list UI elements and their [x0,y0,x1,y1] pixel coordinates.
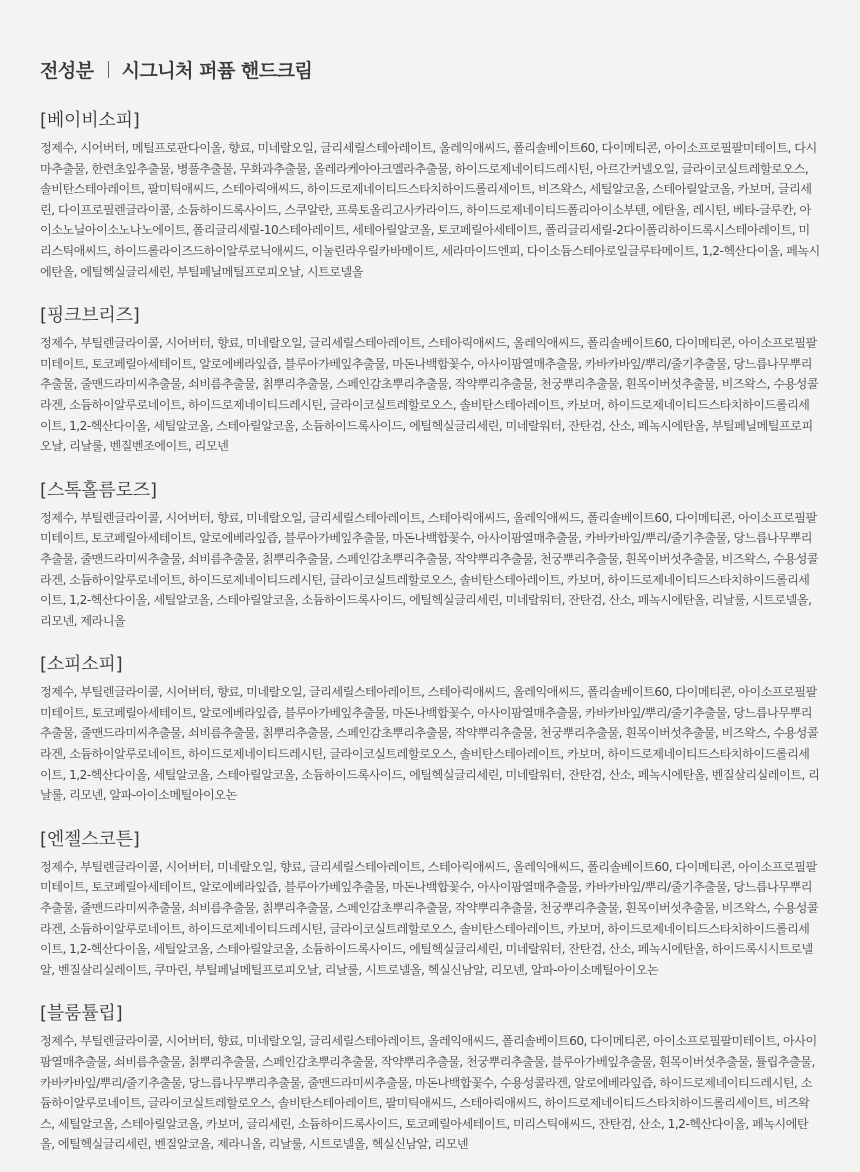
ingredient-list: 정제수, 부틸렌글라이콜, 시어버터, 향료, 미네랄오일, 글리세릴스테아레이트, 올레익애씨드, 폴리솔베이트60, 다이메티콘, 아이소프로필팔미테이트, 아사이팜열매추출물, 쇠비름추출물, 칡뿌리추출물, 스페인감초뿌리추출물, 작약뿌리추출물, 천궁뿌리추출물, 블루아가베잎추출물, 흰목이버섯추출물, 튤립추출물, 카바카바잎/뿌리/줄기추출물, 당느릅나무뿌리추출물, 줄맨드라미씨추출물, 마돈나백합꽃수, 수용성콜라겐, 알로에베라잎즙, 하이드로제네이티드레시틴, 소듐하이알루로네이트, 글라이코실트레할로오스, 솔비탄스테아레이트, 팔미틱애씨드, 스테아릭애씨드, 하이드로제네이티드스타치하이드롤리세이트, 비즈왁스, 세틸알코올, 스테아릴알코올, 카보머, 글리세린, 소듐하이드록사이드, 토코페릴아세테이트, 미리스틱애씨드, 잔탄검, 산소, 1,2-헥산다이올, 페녹시에탄올, 에틸헥실글리세린, 벤질알코올, 제라니올, 리날룰, 시트로넬올, 헥실신남알, 리모넨 [40,1034,817,1152]
section-title: [스톡홀름로즈] [40,479,157,501]
ingredient-section-stockholm-rose [40,478,820,632]
section-title: [블룸튤립] [40,1003,123,1025]
section-title: [핑크브리즈] [40,305,140,327]
ingredient-list: 정제수, 부틸렌글라이콜, 시어버터, 향료, 미네랄오일, 글리세릴스테아레이트, 스테아릭애씨드, 올레익애씨드, 폴리솔베이트60, 다이메티콘, 아이소프로필팔미테이트, 토코페릴아세테이트, 알로에베라잎즙, 블루아가베잎추출물, 마돈나백합꽃수, 아사이팜열매추출물, 카바카바잎/뿌리/줄기추출물, 당느릅나무뿌리추출물, 줄맨드라미씨추출물, 쇠비름추출물, 칡뿌리추출물, 스페인감초뿌리추출물, 작약뿌리추출물, 천궁뿌리추출물, 흰목이버섯추출물, 비즈왁스, 수용성콜라겐, 소듐하이알루로네이트, 하이드로제네이티드레시틴, 글라이코실트레할로오스, 솔비탄스테아레이트, 카보머, 하이드로제네이티드스타치하이드롤리세이트, 1,2-헥산다이올, 세틸알코올, 스테아릴알코올, 소듐하이드록사이드, 에틸헥실글리세린, 미네랄워터, 잔탄검, 산소, 페녹시에탄올, 벤질살리실레이트, 리날룰, 리모넨, 알파-아이소메틸아이오논 [40,685,820,803]
ingredient-list: 정제수, 부틸렌글라이콜, 시어버터, 향료, 미네랄오일, 글리세릴스테아레이트, 스테아릭애씨드, 올레익애씨드, 폴리솔베이트60, 다이메티콘, 아이소프로필팔미테이트, 토코페릴아세테이트, 알로에베라잎즙, 블루아가베잎추출물, 마돈나백합꽃수, 아사이팜열매추출물, 카바카바잎/뿌리/줄기추출물, 당느릅나무뿌리추출물, 줄맨드라미씨추출물, 쇠비름추출물, 칡뿌리추출물, 스페인감초뿌리추출물, 작약뿌리추출물, 천궁뿌리추출물, 흰목이버섯추출물, 비즈왁스, 수용성콜라겐, 소듐하이알루로네이트, 하이드로제네이티드레시틴, 글라이코실트레할로오스, 솔비탄스테아레이트, 카보머, 하이드로제네이티드스타치하이드롤리세이트, 1,2-헥산다이올, 세틸알코올, 스테아릴알코올, 소듐하이드록사이드, 에틸헥실글리세린, 미네랄워터, 잔탄검, 산소, 페녹시에탄올, 리날룰, 시트로넬올, 리모넨, 제라니올 [40,510,819,628]
ingredient-section-soapy-soapy [40,652,820,806]
section-title: [소피소피] [40,654,123,676]
ingredient-section-pink-breeze [40,303,820,457]
section-title: [베이비소피] [40,110,140,131]
ingredient-section-bloom-tulip [40,1001,820,1155]
ingredient-section-angels-cotton [40,827,820,981]
document-title-brand: 전성분 [40,59,94,82]
section-title: [엔젤스코튼] [40,828,140,850]
title-divider [108,61,109,78]
ingredient-list: 정제수, 시어버터, 메틸프로판다이올, 향료, 미네랄오일, 글리세릴스테아레이트, 올레익애씨드, 폴리솔베이트60, 다이메티콘, 아이소프로필팔미테이트, 다시마추출물, 한련초잎추출물, 병풀추출물, 무화과추출물, 올레라케아아크멜라추출물, 하이드로제네이티드레시틴, 아르간커넬오일, 글라이코실트레할로오스, 솔비탄스테아레이트, 팔미틱애씨드, 스테아릭애씨드, 하이드로제네이티드스타치하이드롤리세이트, 비즈왁스, 세틸알코올, 스테아릴알코올, 카보머, 글리세린, 다이프로필렌글라이콜, 소듐하이드록사이드, 스쿠알란, 프룩토올리고사카라이드, 하이드로제네이티드폴리아이소부텐, 에탄올, 레시틴, 베타-글루칸, 아이소노닐아이소노나노에이트, 폴리글리세릴-10스테아레이트, 세테아릴알코올, 토코페릴아세테이트, 폴리글리세릴-2다이폴리하이드록시스테아레이트, 미리스틱애씨드, 하이드롤라이즈드하이알루로닉애씨드, 이눌린라우릴카바메이트, 세라마이드엔피, 다이소듐스테아로일글루타메이트, 1,2-헥산다이올, 페녹시에탄올, 에틸헥실글리세린, 부틸페닐메틸프로피오날, 시트로넬올 [40,141,820,279]
ingredient-list: 정제수, 부틸렌글라이콜, 시어버터, 미네랄오일, 향료, 글리세릴스테아레이트, 스테아릭애씨드, 올레익애씨드, 폴리솔베이트60, 다이메티콘, 아이소프로필팔미테이트, 토코페릴아세테이트, 알로에베라잎즙, 블루아가베잎추출물, 마돈나백합꽃수, 아사이팜열매추출물, 카바카바잎/뿌리/줄기추출물, 당느릅나무뿌리추출물, 줄맨드라미씨추출물, 쇠비름추출물, 칡뿌리추출물, 스페인감초뿌리추출물, 작약뿌리추출물, 천궁뿌리추출물, 흰목이버섯추출물, 비즈왁스, 수용성콜라겐, 소듐하이알루로네이트, 하이드로제네이티드레시틴, 글라이코실트레할로오스, 솔비탄스테아레이트, 카보머, 하이드로제네이티드스타치하이드롤리세이트, 1,2-헥산다이올, 세틸알코올, 스테아릴알코올, 소듐하이드록사이드, 에틸헥실글리세린, 미네랄워터, 잔탄검, 산소, 페녹시에탄올, 하이드록시시트로넬알, 벤질살리실레이트, 쿠마린, 부틸페닐메틸프로피오날, 리날룰, 시트로넬올, 헥실신남알, 리모넨, 알파-아이소메틸아이오논 [40,859,819,977]
ingredient-list: 정제수, 부틸렌글라이콜, 시어버터, 향료, 미네랄오일, 글리세릴스테아레이트, 스테아릭애씨드, 올레익애씨드, 폴리솔베이트60, 다이메티콘, 아이소프로필팔미테이트, 토코페릴아세테이트, 알로에베라잎즙, 블루아가베잎추출물, 마돈나백합꽃수, 아사이팜열매추출물, 카바카바잎/뿌리/줄기추출물, 당느릅나무뿌리추출물, 줄맨드라미씨추출물, 쇠비름추출물, 칡뿌리추출물, 스페인감초뿌리추출물, 작약뿌리추출물, 천궁뿌리추출물, 흰목이버섯추출물, 비즈왁스, 수용성콜라겐, 소듐하이알루로네이트, 하이드로제네이티드레시틴, 글라이코실트레할로오스, 솔비탄스테아레이트, 카보머, 하이드로제네이티드스타치하이드롤리세이트, 1,2-헥산다이올, 세틸알코올, 스테아릴알코올, 소듐하이드록사이드, 에틸헥실글리세린, 미네랄워터, 잔탄검, 산소, 페녹시에탄올, 부틸페닐메틸프로피오날, 리날룰, 벤질벤조에이트, 리모넨 [40,336,819,454]
ingredient-section-baby-soapy [40,108,820,282]
document-title-product: 시그니처 퍼퓸 핸드크림 [121,59,313,82]
document-header [40,52,820,86]
